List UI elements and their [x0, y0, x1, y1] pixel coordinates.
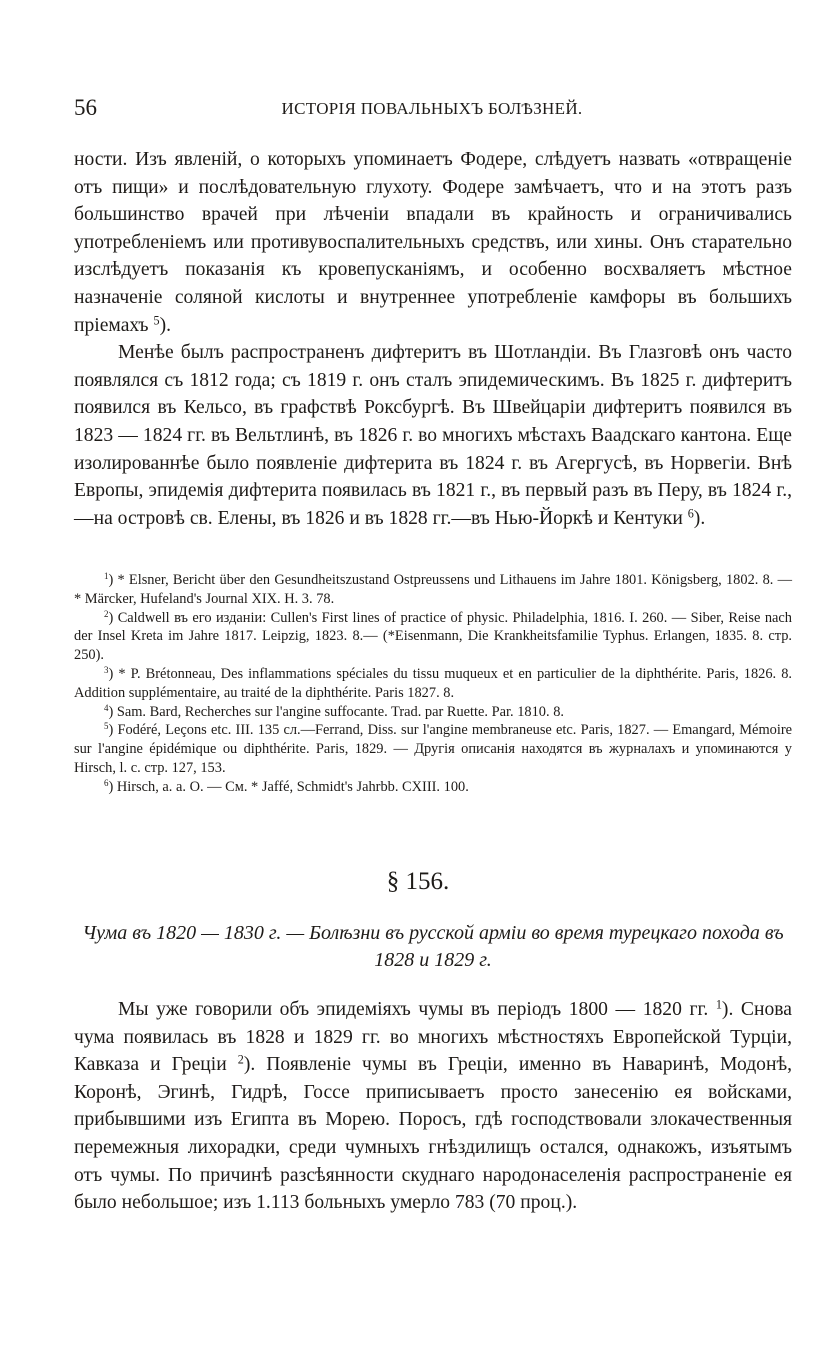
- footnote-text: Sam. Bard, Recherches sur l'angine suffocante. Trad. par Ruette. Par. 1810. 8.: [116, 703, 564, 720]
- paragraph-end: ).: [693, 507, 706, 529]
- paragraph-text: ). Появленіе чумы въ Греціи, именно въ Наваринѣ, Модонѣ, Коронѣ, Эгинѣ, Гидрѣ, Госсе приписываетъ просто занесенію ея войсками, прибывшими изъ Египта въ Морею. Поросъ, гдѣ господствовали злокачественныя перемежныя лихорадки, среди чумныхъ гнѣздилищъ остался, однакожъ, изъятымъ отъ чумы. По причинѣ разсѣянности скуднаго народонаселенія распространеніе ея было небольшое; изъ 1.113 больныхъ умерло 783 (70 проц.).: [74, 1054, 792, 1214]
- footnote-mark: 2: [104, 608, 109, 619]
- footnote-ref: 6: [687, 506, 694, 521]
- footnote-ref: 5: [153, 312, 160, 327]
- footnote: $^3$) * P. Brétonneau, Des inflammations spéciales du tissu muqueux et en particulier de la diphthérite. Paris, 1826. 8. Addition supplémentaire, au traité de la diphthérite. Paris 1827. 8.: [74, 665, 793, 701]
- footnote-text: Hirsch, a. a. O. — См. * Jaffé, Schmidt's Jahrbb. CXIII. 100.: [116, 778, 469, 795]
- footnote-text: * P. Brétonneau, Des inflammations spéciales du tissu muqueux et en particulier de la diphthérite. Paris, 1826. 8. Addition supplémentaire, au traité de la diphthérite. Paris 1827. 8.: [74, 665, 793, 701]
- lower-text-block: [74, 996, 792, 1217]
- paragraph-text: ). Снова чума появилась въ 1828 и 1829 гг. во многихъ мѣстностяхъ Европейской Турціи, Кавказа и Греціи: [74, 999, 792, 1076]
- paragraph: [74, 339, 792, 532]
- footnote-mark: 3: [104, 665, 109, 676]
- footnotes: [74, 571, 792, 797]
- footnote-mark: 6: [104, 777, 109, 788]
- footnote-mark: 4: [104, 702, 109, 713]
- footnote-ref: 2: [237, 1052, 244, 1067]
- footnote-mark: 5: [104, 721, 109, 732]
- section-number: § 156.: [386, 868, 450, 895]
- footnote: $^5$) Fodéré, Leçons etc. III. 135 сл.—Ferrand, Diss. sur l'angine membraneuse etc. Paris, 1827. — Emangard, Mémoire sur l'angine épidémique ou diphthérite. Paris, 1829. — Другія описанія находятся въ журналахъ и упоминаются у Hirsch, l. c. стр. 127, 153.: [74, 721, 793, 776]
- paragraph: [74, 996, 792, 1217]
- footnote: $^1$) * Elsner, Bericht über den Gesundheitszustand Ostpreussens und Lithauens im Jahre 1801. Königsberg, 1802. 8. — * Märcker, Hufeland's Journal XIX. H. 3. 78.: [74, 571, 793, 607]
- footnote-ref: 1: [715, 997, 722, 1012]
- footnote: $^2$) Caldwell въ его изданіи: Cullen's First lines of practice of physic. Philadelphia, 1816. I. 260. — Siber, Reise nach der Insel Kreta im Jahre 1817. Leipzig, 1823. 8.— (*Eisenmann, Die Krankheitsfamilie Typhus. Erlangen, 1835. 8. стр. 250).: [74, 608, 792, 664]
- upper-text-block: [74, 146, 792, 532]
- footnote: $^6$) Hirsch, a. a. O. — См. * Jaffé, Schmidt's Jahrbb. CXIII. 100.: [104, 777, 469, 795]
- footnote: $^4$) Sam. Bard, Recherches sur l'angine suffocante. Trad. par Ruette. Par. 1810. 8.: [104, 702, 564, 720]
- footnote-text: * Elsner, Bericht über den Gesundheitszustand Ostpreussens und Lithauens im Jahre 1801. Königsberg, 1802. 8. — * Märcker, Hufeland's Journal XIX. H. 3. 78.: [74, 572, 793, 607]
- footnote-text: Caldwell въ его изданіи: Cullen's First lines of practice of physic. Philadelphia, 1816. I. 260. — Siber, Reise nach der Insel Kreta im Jahre 1817. Leipzig, 1823. 8.— (*Eisenmann, Die Krankheitsfamilie Typhus. Erlangen, 1835. 8. стр. 250).: [74, 609, 792, 664]
- page-number: 56: [74, 95, 97, 120]
- paragraph-text: ности. Изъ явленій, о которыхъ упоминаетъ Фодере, слѣдуетъ назвать «отвращеніе отъ пищи» и послѣдовательную глухоту. Фодере замѣчаетъ, что и на этотъ разъ большинство врачей при лѣченіи впадали въ крайность и ограничивались употребленіемъ или противувоспалительныхъ средствъ, или хины. Онъ старательно изслѣдуетъ показанія къ кровепусканіямъ, и особенно восхваляетъ мѣстное назначеніе соляной кислоты и внутреннее употребленіе камфоры въ большихъ пріемахъ: [74, 149, 792, 336]
- page-header: [74, 95, 790, 127]
- footnote-mark: 1: [104, 571, 109, 582]
- paragraph-end: ).: [159, 314, 171, 336]
- footnote-text: Fodéré, Leçons etc. III. 135 сл.—Ferrand, Diss. sur l'angine membraneuse etc. Paris, 1827. — Emangard, Mémoire sur l'angine épidémique ou diphthérite. Paris, 1829. — Другія описанія находятся въ журналахъ и упоминаются у Hirsch, l. c. стр. 127, 153.: [74, 722, 793, 776]
- section-title: Чума въ 1820 — 1830 г. — Болѣзни въ русской арміи во время турецкаго похода въ 1828 и 1829 г.: [82, 922, 784, 971]
- paragraph-text: Мы уже говорили объ эпидеміяхъ чумы въ періодъ 1800 — 1820 гг.: [118, 999, 709, 1020]
- running-title: ИСТОРІЯ ПОВАЛЬНЫХЪ БОЛѢЗНЕЙ.: [281, 99, 583, 118]
- paragraph: [74, 146, 792, 339]
- paragraph-text: Менѣе былъ распространенъ дифтеритъ въ Шотландіи. Въ Глазговѣ онъ часто появлялся съ 1812 года; съ 1819 г. онъ сталъ эпидемическимъ. Въ 1825 г. дифтеритъ появился въ Кельсо, въ графствѣ Роксбургѣ. Въ Швейцаріи дифтеритъ появился въ 1823 — 1824 гг. въ Вельтлинѣ, въ 1826 г. во многихъ мѣстахъ Ваадскаго кантона. Еще изолированнѣе было появленіе дифтерита въ 1824 г. въ Агергусѣ, въ Норвегіи. Внѣ Европы, эпидемія дифтерита появилась въ 1821 г., въ первый разъ въ Перу, въ 1824 г.,—на островѣ св. Елены, въ 1826 и въ 1828 гг.—въ Нью-Йоркѣ и Кентуки: [74, 342, 792, 529]
